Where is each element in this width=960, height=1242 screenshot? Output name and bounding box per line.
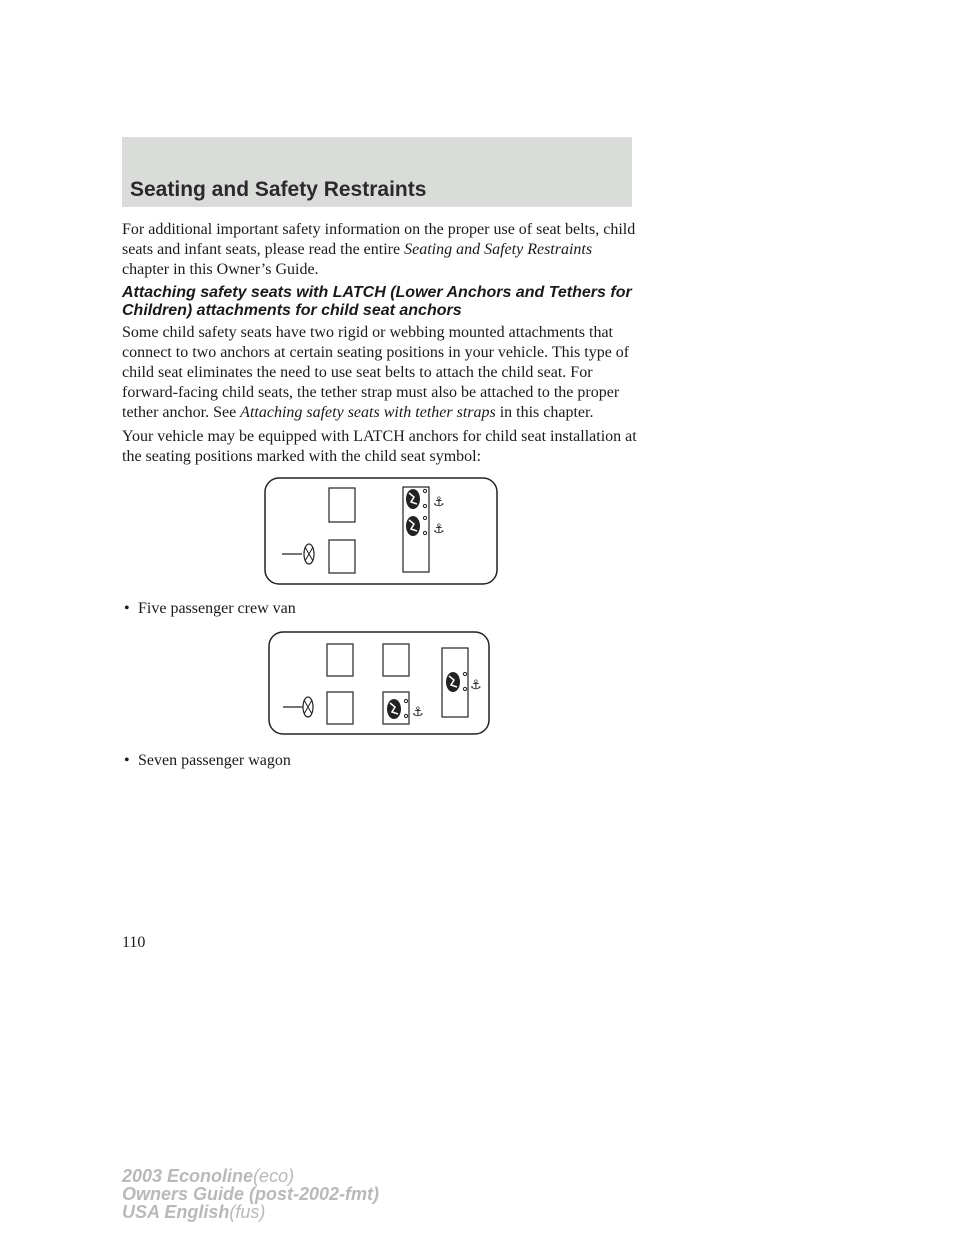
intro-text-1: For additional important safety information on the proper use of seat belts, child seats and infant seats, please read the entire <box>122 221 636 258</box>
seat-driver <box>329 540 355 573</box>
bullet-label: Seven passenger wagon <box>138 752 291 769</box>
wagon-seating-diagram <box>268 631 490 735</box>
seat-middle-right <box>383 644 409 676</box>
section-title: Seating and Safety Restraints <box>130 178 427 201</box>
svg-text:⚓: ⚓ <box>470 678 482 693</box>
footer-language: USA English <box>122 1202 230 1222</box>
footer-language-code: (fus) <box>229 1202 266 1222</box>
latch-subheading: Attaching safety seats with LATCH (Lower Anchors and Tethers for Children) attachments for child seat anchors <box>122 284 632 319</box>
seat-driver <box>327 692 353 724</box>
footer-guide: Owners Guide (post-2002-fmt) <box>122 1184 380 1204</box>
vehicle-outline <box>265 478 497 584</box>
svg-text:⚓: ⚓ <box>412 705 424 720</box>
intro-paragraph <box>122 220 642 280</box>
footer-line-3 <box>122 1203 379 1221</box>
page-number: 110 <box>122 934 146 951</box>
seat-front-passenger <box>329 488 355 522</box>
latch-paragraph <box>122 323 642 423</box>
bullet-dot: • <box>124 600 130 617</box>
intro-text-2: chapter in this Owner’s Guide. <box>122 261 319 278</box>
latch-text-1: Some child safety seats have two rigid or webbing mounted attachments that connect to two anchors at certain seating positions in your vehicle. This type of child seat eliminates the need to use seat belts to attach the child seat. For forward-facing child seats, the tether strap must also be attached to the proper tether anchor. See <box>122 324 630 421</box>
tether-anchor-icon <box>412 705 424 720</box>
footer-model: 2003 Econoline <box>122 1166 254 1186</box>
seat-front-passenger <box>327 644 353 676</box>
equipped-paragraph: Your vehicle may be equipped with LATCH anchors for child seat installation at the seating positions marked with the child seat symbol: <box>122 428 637 465</box>
latch-tether-reference: Attaching safety seats with tether straps <box>240 404 496 421</box>
footer-line-2 <box>122 1185 379 1203</box>
bullet-dot: • <box>124 752 130 769</box>
crew-van-seating-diagram <box>264 477 498 585</box>
tether-anchor-icon <box>433 522 445 537</box>
latch-text-2: in this chapter. <box>495 404 594 421</box>
tether-anchor-icon <box>470 678 482 693</box>
bullet-wagon <box>124 751 291 771</box>
bullet-label: Five passenger crew van <box>138 600 296 617</box>
tether-anchor-icon <box>433 495 445 510</box>
footer-model-code: (eco) <box>253 1166 295 1186</box>
svg-text:⚓: ⚓ <box>433 495 445 510</box>
document-footer <box>122 1167 379 1221</box>
svg-text:⚓: ⚓ <box>433 522 445 537</box>
bullet-crew-van <box>124 599 296 619</box>
intro-chapter-reference: Seating and Safety Restraints <box>404 241 593 258</box>
footer-line-1 <box>122 1167 379 1185</box>
